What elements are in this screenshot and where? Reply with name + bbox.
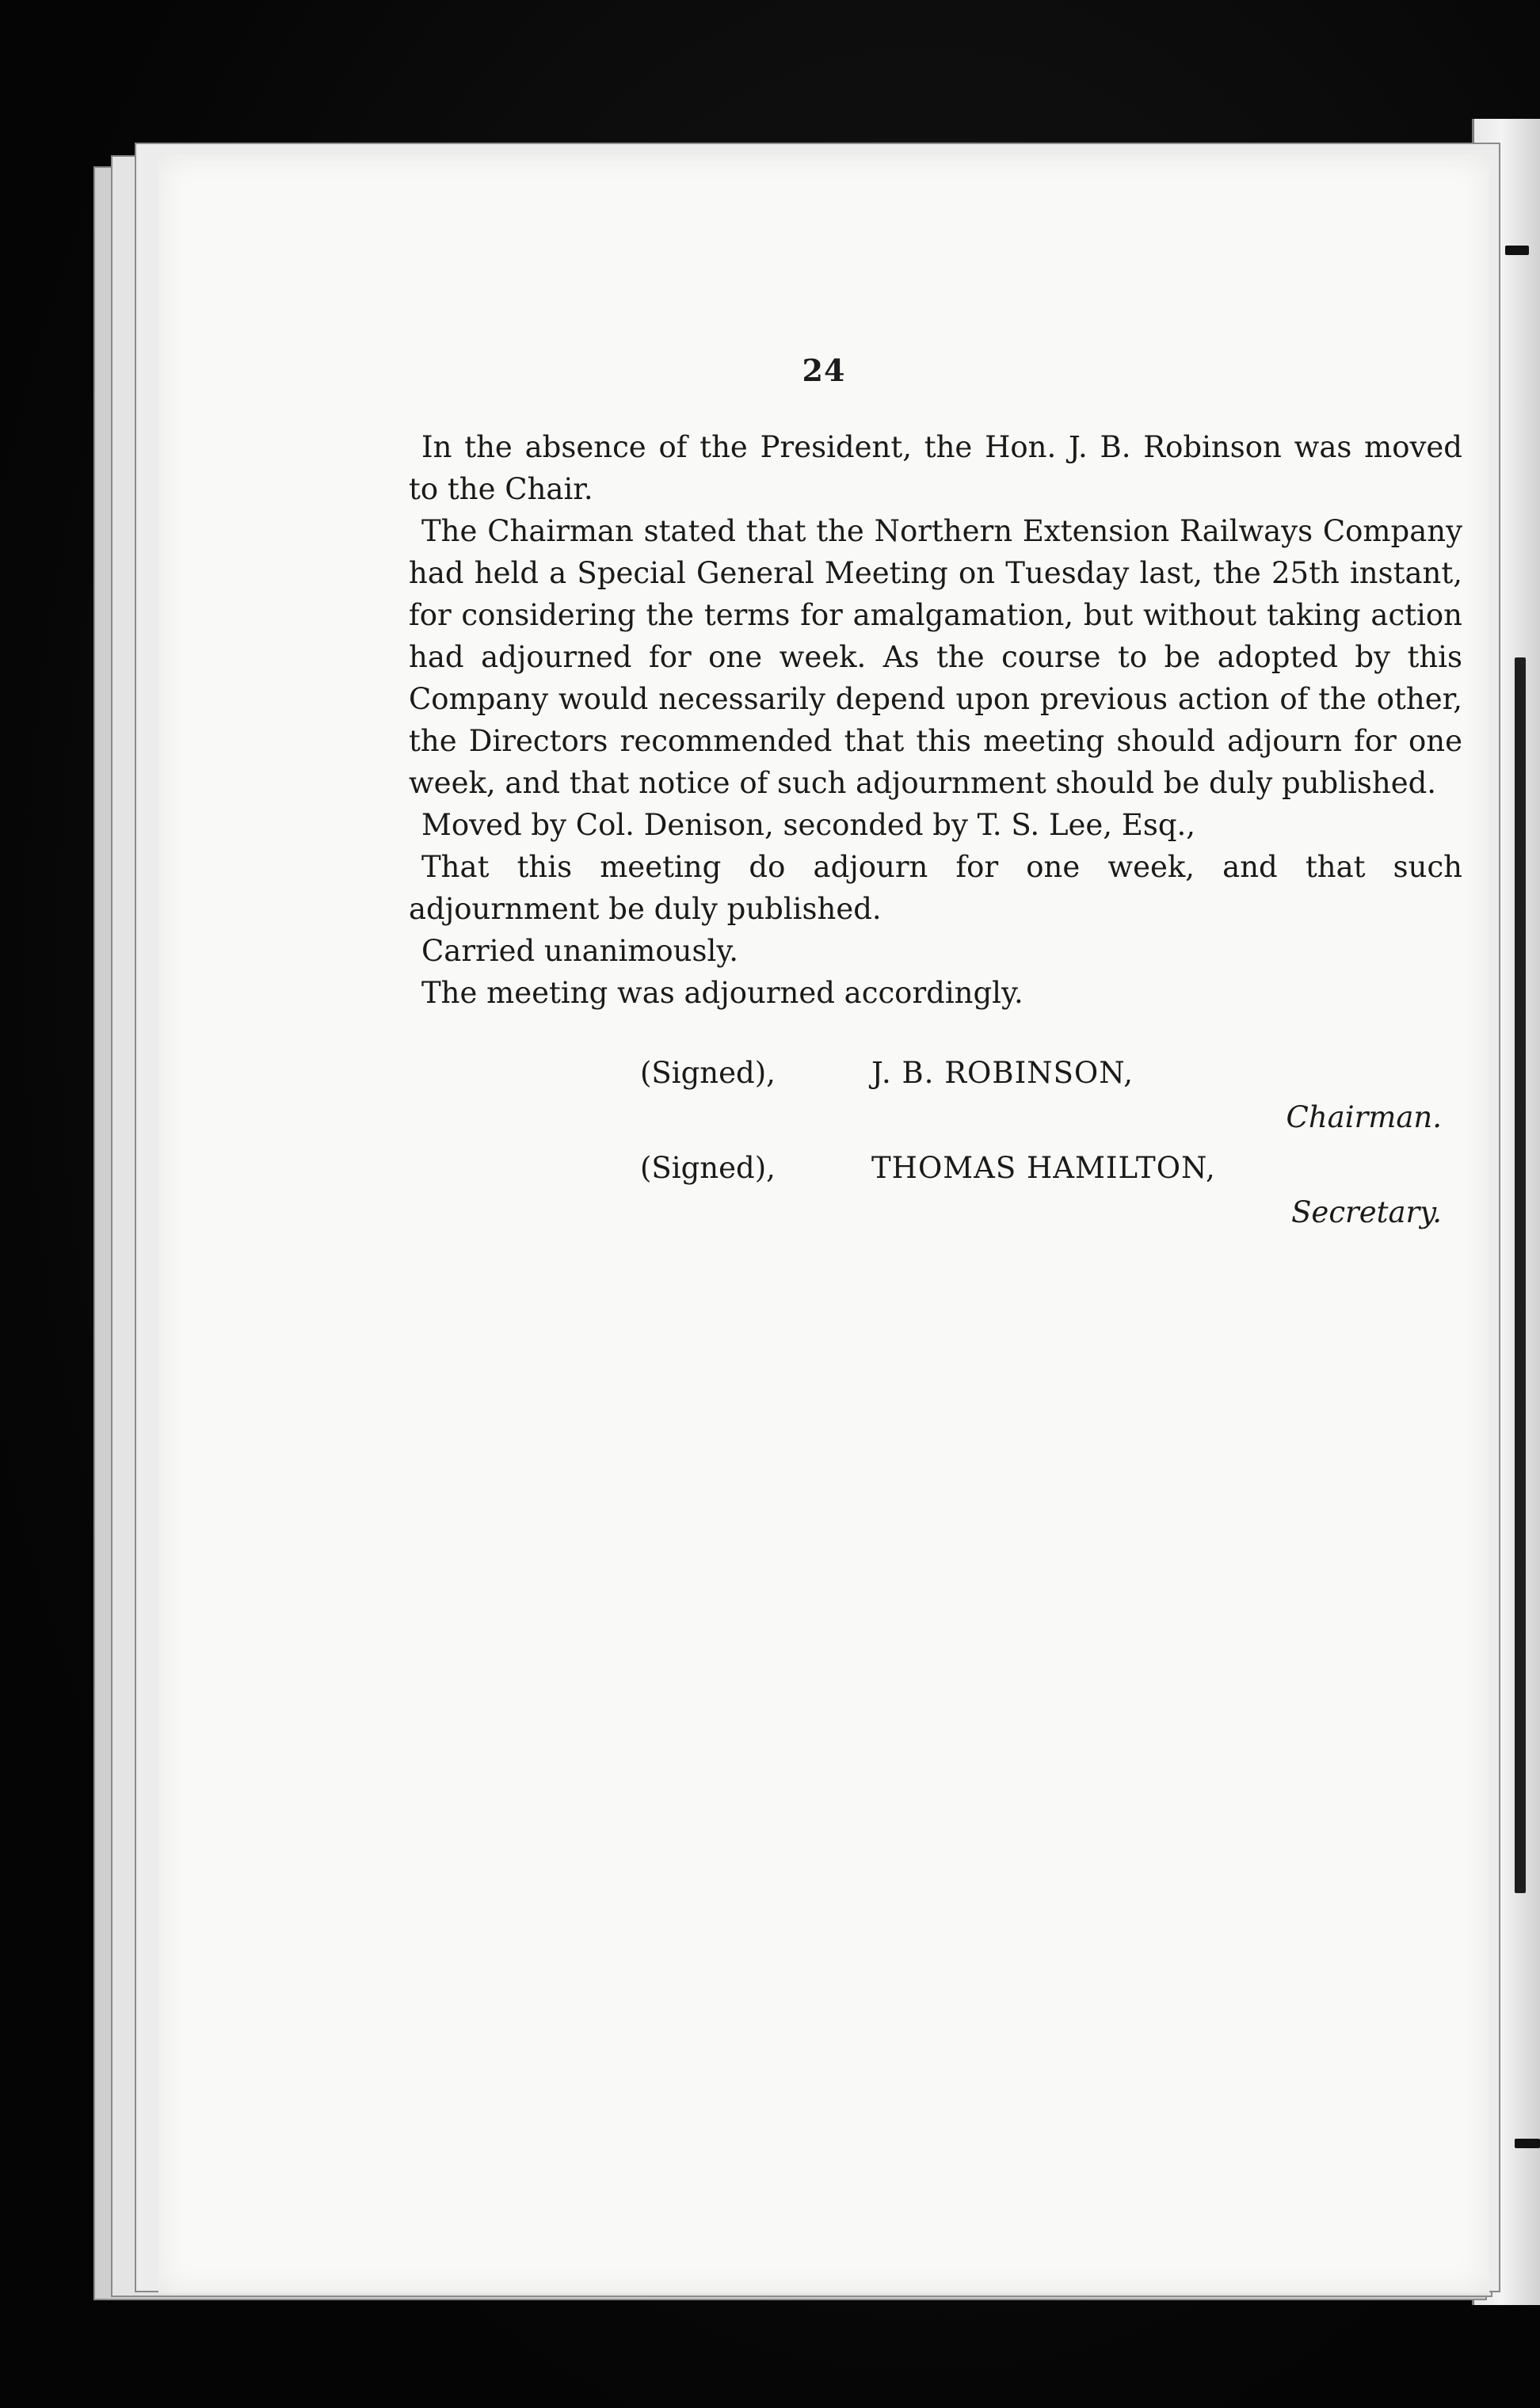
signatory-title: Chairman.	[1286, 1100, 1442, 1134]
signatory-name: THOMAS HAMILTON,	[871, 1151, 1216, 1185]
binding-mark	[1515, 657, 1526, 1893]
paragraph-chairman-statement: The Chairman stated that the Northern Extension Railways Company had held a Special General Meeting on Tuesday last, the 25th instant, for considering the terms for amalgamation, but without taking action had adjourned for one week. As the course to be adopted by this Company would necessarily depend upon previous action of the other, the Directors recommended that this meeting should adjourn for one week, and that notice of such adjournment should be duly published.	[409, 514, 1462, 800]
document-page	[158, 154, 1489, 2293]
paragraph-adjourned: The meeting was adjourned accordingly.	[421, 976, 1023, 1010]
signed-label: (Signed),	[640, 1151, 776, 1185]
signatory-title: Secretary.	[1291, 1195, 1442, 1229]
document-body	[409, 426, 1462, 1014]
binding-mark	[1505, 246, 1529, 255]
paragraph-motion: Moved by Col. Denison, seconded by T. S. Lee, Esq.,	[421, 808, 1196, 842]
signed-label: (Signed),	[640, 1056, 776, 1090]
paragraph-resolution: That this meeting do adjourn for one week, and that such adjournment be duly published.	[409, 850, 1462, 926]
signatory-name: J. B. ROBINSON,	[871, 1056, 1134, 1090]
page-number: 24	[802, 352, 846, 388]
paragraph-chair: In the absence of the President, the Hon. J. B. Robinson was moved to the Chair.	[409, 430, 1462, 506]
binding-mark	[1515, 2139, 1540, 2148]
paragraph-carried: Carried unanimously.	[421, 934, 739, 968]
